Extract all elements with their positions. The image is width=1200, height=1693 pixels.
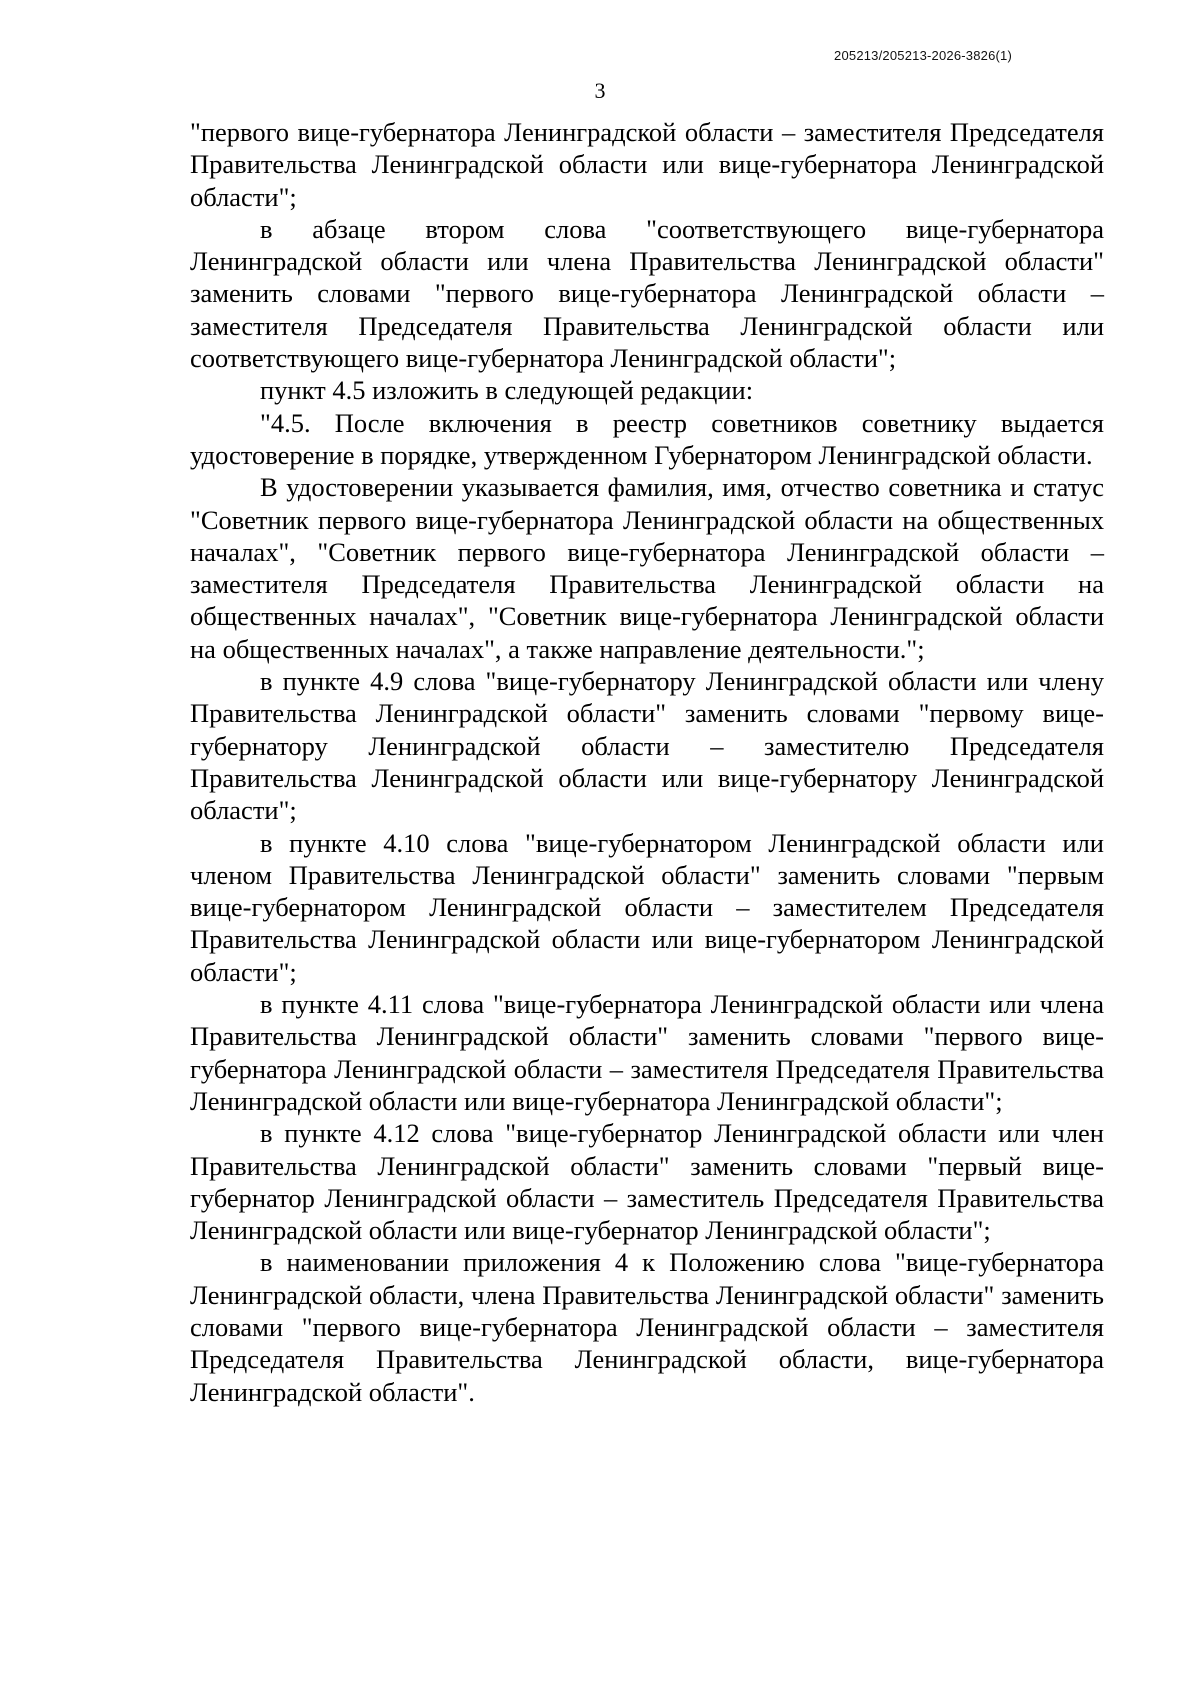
paragraph: в абзаце втором слова "соответствующего вице-губернатора Ленинградской области или члена Правительства Ленинградской области" заменить словами "первого вице-губернатора Ленинградской области – заместителя Председателя Правительства Ленинградской области или соответствующего вице-губернатора Ленинградской области"; — [190, 213, 1104, 374]
paragraph: в пункте 4.12 слова "вице-губернатор Ленинградской области или член Правительства Ленинградской области" заменить словами "первый вице-губернатор Ленинградской области – заместитель Председателя Правительства Ленинградской области или вице-губернатор Ленинградской области"; — [190, 1118, 1104, 1246]
paragraph: в пункте 4.9 слова "вице-губернатору Ленинградской области или члену Правительства Ленинградской области" заменить словами "первому вице-губернатору Ленинградской области – заместителю Председателя Правительства Ленинградской области или вице-губернатору Ленинградской области"; — [190, 666, 1104, 826]
page-number: 3 — [594, 78, 606, 103]
document-id-stamp: 205213/205213-2026-3826(1) — [834, 48, 1012, 63]
paragraph: В удостоверении указывается фамилия, имя, отчество советника и статус "Советник первого вице-губернатора Ленинградской области на общественных началах", "Советник первого вице-губернатора Ленинградской области – заместителя Председателя Правительства Ленинградской области на общественных началах", "Советник вице-губернатора Ленинградской области на общественных началах", а также направление деятельности."; — [190, 472, 1104, 664]
paragraph: пункт 4.5 изложить в следующей редакции: — [260, 375, 754, 406]
paragraph: в пункте 4.10 слова "вице-губернатором Ленинградской области или членом Правительства Ленинградской области" заменить словами "первым вице-губернатором Ленинградской области – заместителем Председателя Правительства Ленинградской области или вице-губернатором Ленинградской области"; — [190, 827, 1104, 987]
document-body — [190, 116, 1104, 1408]
paragraph-continuation: "первого вице-губернатора Ленинградской области – заместителя Председателя Правительства Ленинградской области или вице-губернатора Ленинградской области"; — [190, 117, 1104, 212]
paragraph: в наименовании приложения 4 к Положению слова "вице-губернатора Ленинградской области, члена Правительства Ленинградской области" заменить словами "первого вице-губернатора Ленинградской области – заместителя Председателя Правительства Ленинградской области, вице-губернатора Ленинградской области". — [190, 1247, 1104, 1407]
paragraph: в пункте 4.11 слова "вице-губернатора Ленинградской области или члена Правительства Ленинградской области" заменить словами "первого вице-губернатора Ленинградской области – заместителя Председателя Правительства Ленинградской области или вице-губернатора Ленинградской области"; — [190, 989, 1104, 1116]
paragraph: "4.5. После включения в реестр советников советнику выдается удостоверение в порядке, утвержденном Губернатором Ленинградской области. — [190, 407, 1104, 470]
